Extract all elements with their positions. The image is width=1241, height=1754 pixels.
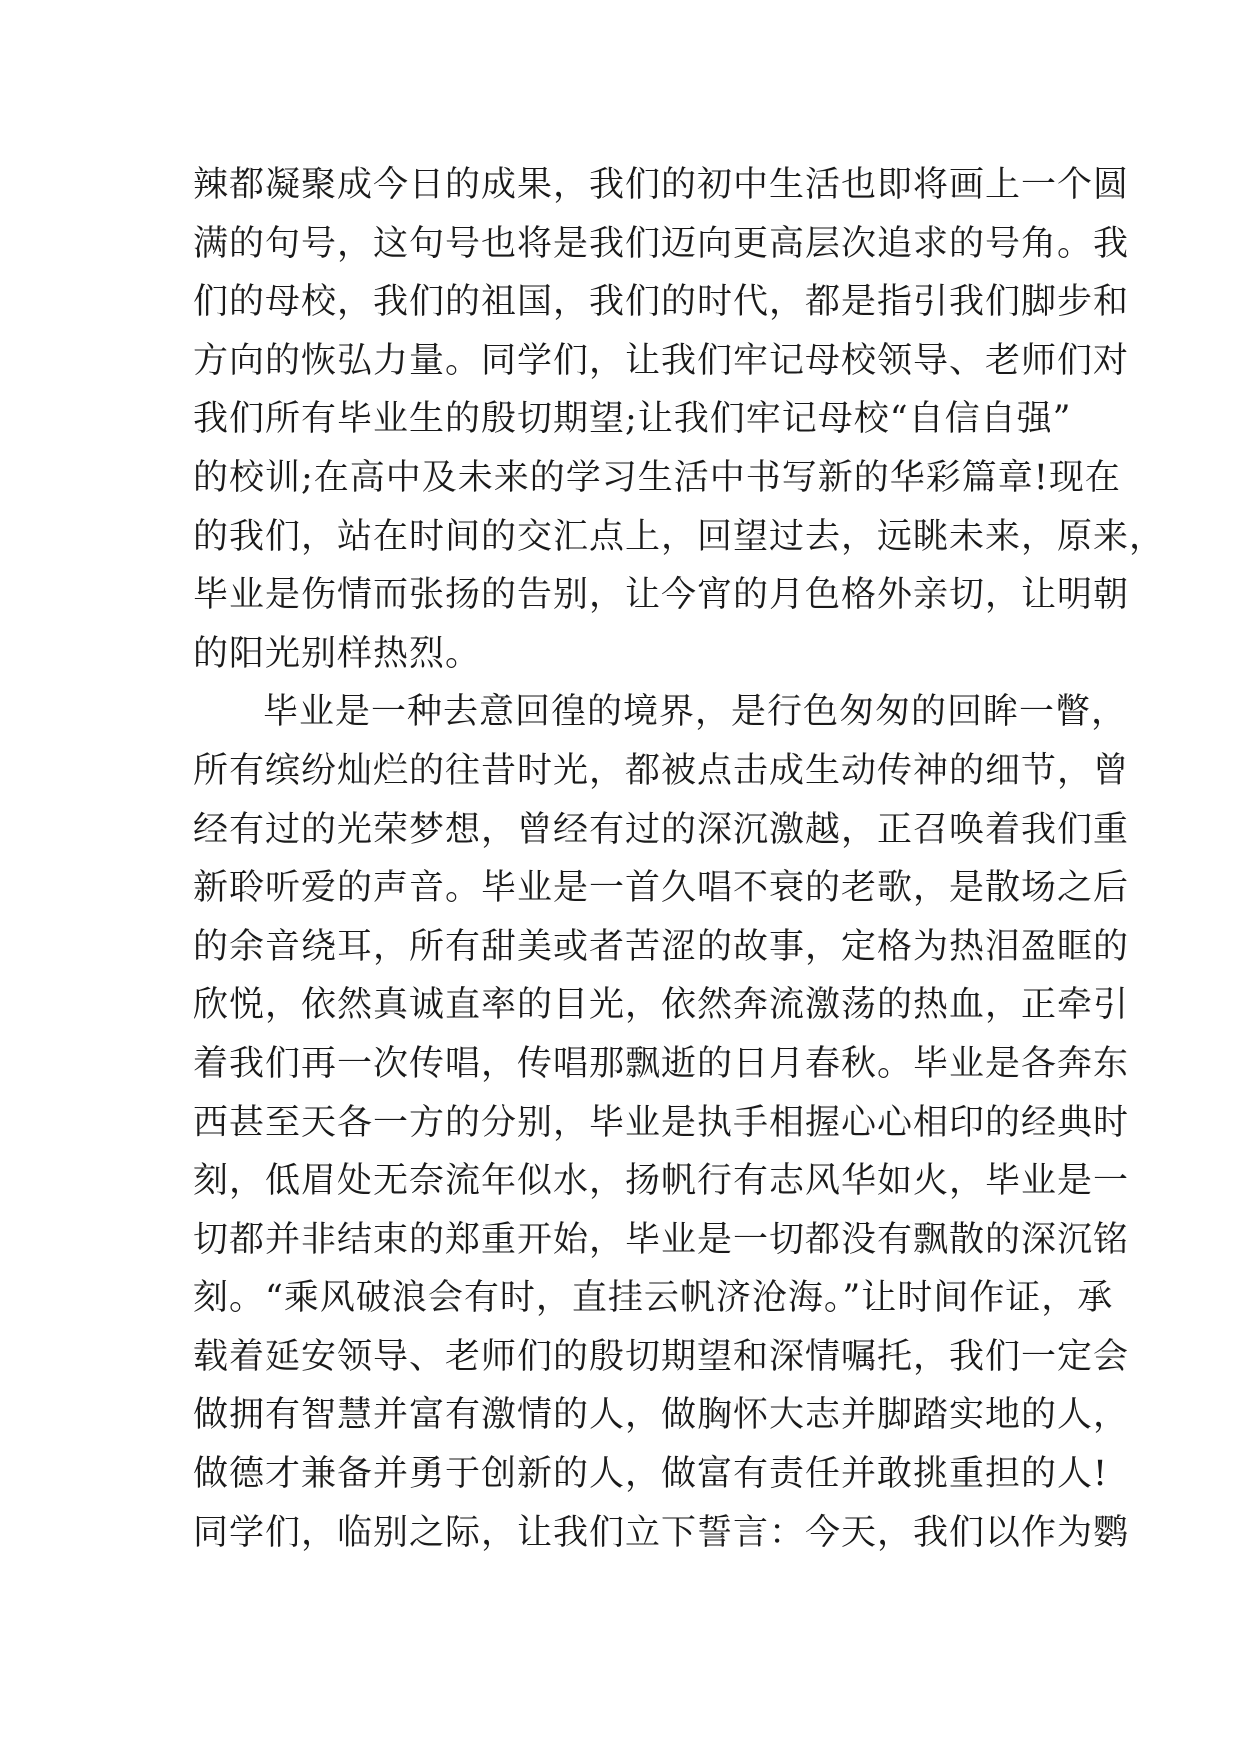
text-line: 着我们再一次传唱，传唱那飘逝的日月春秋。毕业是各奔东 [193, 1043, 1130, 1084]
text-line: 经有过的光荣梦想，曾经有过的深沉激越，正召唤着我们重 [193, 809, 1130, 850]
paragraph [193, 683, 1130, 1562]
text-line: 所有缤纷灿烂的往昔时光，都被点击成生动传神的细节，曾 [193, 750, 1130, 791]
text-line: 同学们，临别之际，让我们立下誓言：今天，我们以作为鹦 [193, 1512, 1130, 1553]
text-line: 的阳光别样热烈。 [193, 633, 482, 674]
text-line: 刻。“乘风破浪会有时，直挂云帆济沧海。”让时间作证，承 [193, 1278, 1114, 1319]
text-line: 切都并非结束的郑重开始，毕业是一切都没有飘散的深沉铭 [193, 1219, 1130, 1260]
text-line: 我们所有毕业生的殷切期望;让我们牢记母校“自信自强” [193, 399, 1072, 440]
paragraph [193, 156, 1166, 683]
text-line: 刻，低眉处无奈流年似水，扬帆行有志风华如火，毕业是一 [193, 1161, 1130, 1202]
text-line: 毕业是伤情而张扬的告别，让今宵的月色格外亲切，让明朝 [193, 575, 1130, 616]
text-line: 方向的恢弘力量。同学们，让我们牢记母校领导、老师们对 [193, 340, 1130, 381]
text-line: 做拥有智慧并富有激情的人，做胸怀大志并脚踏实地的人， [193, 1395, 1130, 1436]
text-line: 新聆听爱的声音。毕业是一首久唱不衰的老歌，是散场之后 [193, 868, 1130, 909]
text-line: 毕业是一种去意回徨的境界，是行色匆匆的回眸一瞥， [263, 692, 1128, 733]
text-line: 们的母校，我们的祖国，我们的时代，都是指引我们脚步和 [193, 282, 1130, 323]
document-body [193, 156, 1166, 1562]
text-line: 西甚至天各一方的分别，毕业是执手相握心心相印的经典时 [193, 1102, 1130, 1143]
text-line: 的余音绕耳，所有甜美或者苦涩的故事，定格为热泪盈眶的 [193, 926, 1130, 967]
text-line: 辣都凝聚成今日的成果，我们的初中生活也即将画上一个圆 [193, 165, 1130, 205]
text-line: 欣悦，依然真诚直率的目光，依然奔流激荡的热血，正牵引 [193, 985, 1130, 1026]
text-line: 的我们，站在时间的交汇点上，回望过去，远眺未来，原来， [193, 516, 1166, 557]
text-line: 的校训;在高中及未来的学习生活中书写新的华彩篇章!现在 [193, 457, 1121, 498]
text-line: 做德才兼备并勇于创新的人，做富有责任并敢挑重担的人! [193, 1454, 1109, 1495]
text-line: 满的句号，这句号也将是我们迈向更高层次追求的号角。我 [193, 223, 1130, 264]
text-line: 载着延安领导、老师们的殷切期望和深情嘱托，我们一定会 [193, 1336, 1130, 1377]
